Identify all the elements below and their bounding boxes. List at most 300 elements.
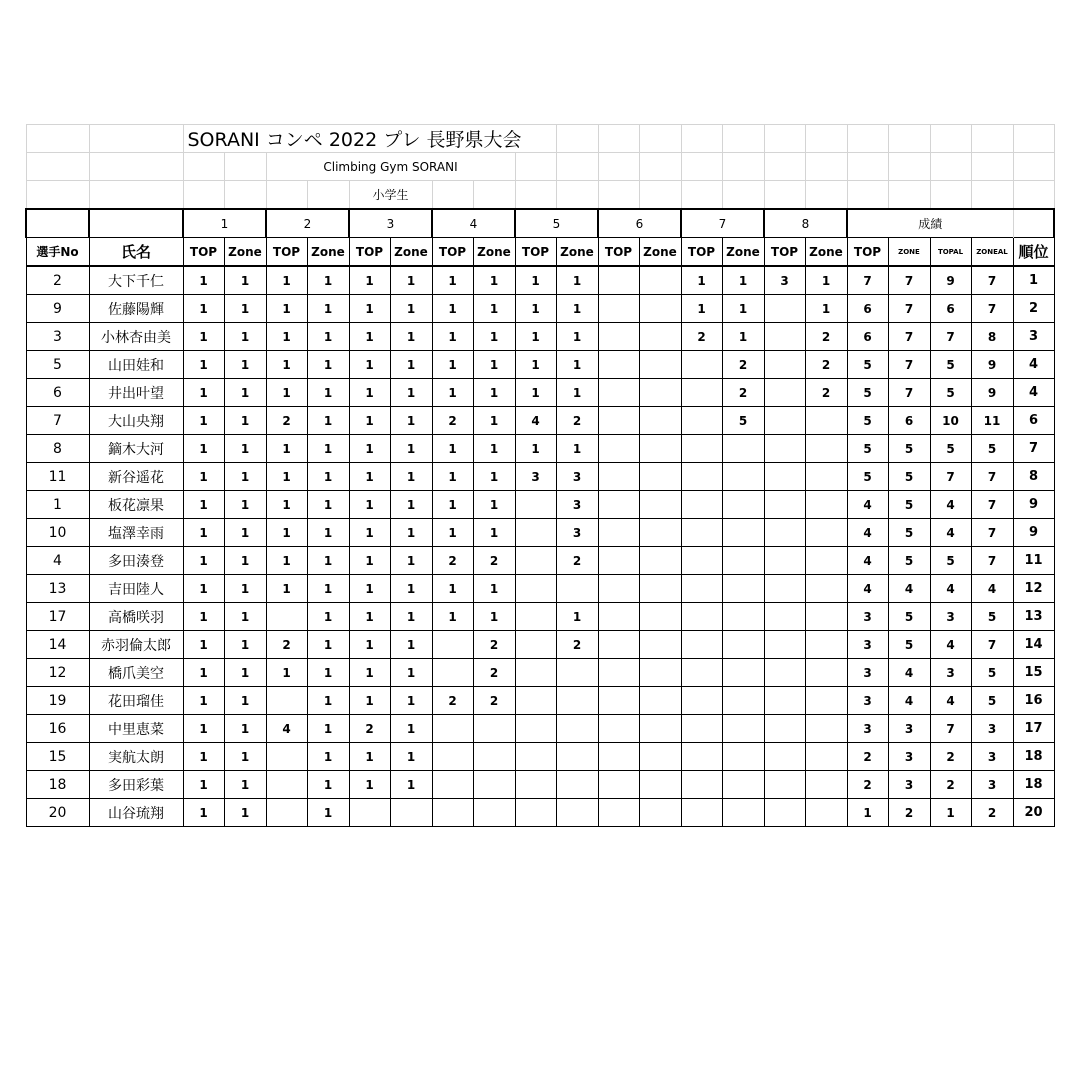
athlete-row (26, 519, 1054, 547)
empty-cell (266, 181, 307, 210)
top-attempts-cell: 1 (266, 351, 307, 379)
athlete-no: 16 (26, 715, 89, 743)
top-attempts-cell (515, 519, 556, 547)
top-attempts-cell (266, 799, 307, 827)
top-attempts-cell (432, 659, 473, 687)
zone-attempts-cell: 1 (307, 743, 349, 771)
zone-attempts-cell (639, 266, 681, 295)
top-attempt-total-cell: 4 (930, 575, 971, 603)
empty-cell (89, 209, 183, 238)
total-zone-cell: 7 (888, 266, 930, 295)
empty-cell (515, 153, 556, 181)
zone-attempts-cell (805, 463, 847, 491)
zone-attempts-cell: 1 (224, 295, 266, 323)
col-total-top: TOP (847, 238, 888, 267)
col-top: TOP (764, 238, 805, 267)
top-attempts-cell (598, 687, 639, 715)
top-attempts-cell (764, 491, 805, 519)
empty-cell (681, 153, 722, 181)
zone-attempts-cell (473, 771, 515, 799)
top-attempts-cell (598, 659, 639, 687)
top-attempt-total-cell: 6 (930, 295, 971, 323)
top-attempts-cell: 1 (349, 743, 390, 771)
empty-cell (930, 125, 971, 153)
top-attempts-cell (681, 491, 722, 519)
total-top-cell: 6 (847, 323, 888, 351)
athlete-name: 橋爪美空 (89, 659, 183, 687)
zone-attempt-total-cell: 5 (971, 435, 1013, 463)
top-attempt-total-cell: 5 (930, 351, 971, 379)
empty-cell (224, 181, 266, 210)
zone-attempts-cell: 1 (556, 266, 598, 295)
empty-cell (764, 125, 805, 153)
col-zone: Zone (473, 238, 515, 267)
top-attempt-total-cell: 7 (930, 463, 971, 491)
top-attempts-cell (681, 631, 722, 659)
zone-attempt-total-cell: 7 (971, 519, 1013, 547)
rank-cell: 4 (1013, 351, 1054, 379)
top-attempts-cell (266, 603, 307, 631)
empty-cell (224, 153, 266, 181)
top-attempts-cell: 1 (349, 547, 390, 575)
zone-attempts-cell (805, 743, 847, 771)
rank-cell: 16 (1013, 687, 1054, 715)
rank-cell: 14 (1013, 631, 1054, 659)
top-attempts-cell (764, 743, 805, 771)
top-attempts-cell: 4 (266, 715, 307, 743)
empty-cell (930, 153, 971, 181)
zone-attempts-cell: 1 (307, 575, 349, 603)
empty-cell (556, 125, 598, 153)
zone-attempts-cell: 1 (556, 435, 598, 463)
top-attempts-cell (764, 659, 805, 687)
athlete-no: 19 (26, 687, 89, 715)
top-attempts-cell: 1 (349, 435, 390, 463)
athlete-row (26, 771, 1054, 799)
top-attempts-cell: 1 (183, 295, 224, 323)
empty-cell (639, 125, 681, 153)
top-attempts-cell (266, 687, 307, 715)
top-attempt-total-cell: 4 (930, 631, 971, 659)
zone-attempts-cell: 1 (307, 295, 349, 323)
top-attempts-cell (764, 715, 805, 743)
top-attempts-cell (432, 715, 473, 743)
top-attempts-cell: 1 (183, 715, 224, 743)
total-zone-cell: 3 (888, 743, 930, 771)
top-attempts-cell (764, 771, 805, 799)
top-attempt-total-cell: 9 (930, 266, 971, 295)
empty-cell (722, 181, 764, 210)
athlete-name: 中里恵菜 (89, 715, 183, 743)
zone-attempts-cell (556, 715, 598, 743)
top-attempts-cell: 1 (183, 547, 224, 575)
zone-attempts-cell: 1 (556, 603, 598, 631)
zone-attempts-cell: 1 (390, 603, 432, 631)
athlete-row (26, 631, 1054, 659)
athlete-no: 13 (26, 575, 89, 603)
athlete-no: 15 (26, 743, 89, 771)
zone-attempts-cell: 1 (473, 379, 515, 407)
zone-attempts-cell: 1 (307, 351, 349, 379)
top-attempts-cell: 1 (183, 351, 224, 379)
top-attempts-cell: 1 (432, 491, 473, 519)
zone-attempts-cell: 1 (224, 519, 266, 547)
top-attempts-cell (681, 463, 722, 491)
athlete-row (26, 575, 1054, 603)
empty-cell (847, 125, 888, 153)
zone-attempts-cell (639, 715, 681, 743)
zone-attempts-cell: 1 (390, 715, 432, 743)
zone-attempts-cell: 1 (390, 771, 432, 799)
rank-cell: 12 (1013, 575, 1054, 603)
zone-attempt-total-cell: 11 (971, 407, 1013, 435)
athlete-name: 大下千仁 (89, 266, 183, 295)
top-attempts-cell (764, 631, 805, 659)
top-attempts-cell (515, 575, 556, 603)
total-top-cell: 5 (847, 435, 888, 463)
zone-attempts-cell: 1 (722, 266, 764, 295)
athlete-no: 10 (26, 519, 89, 547)
zone-attempts-cell: 1 (307, 266, 349, 295)
top-attempts-cell: 1 (432, 519, 473, 547)
top-attempts-cell (681, 547, 722, 575)
empty-cell (722, 153, 764, 181)
zone-attempt-total-cell: 3 (971, 715, 1013, 743)
empty-cell (26, 209, 89, 238)
zone-attempts-cell (805, 771, 847, 799)
top-attempts-cell (764, 295, 805, 323)
zone-attempts-cell: 5 (722, 407, 764, 435)
zone-attempts-cell (805, 575, 847, 603)
title-row (26, 125, 1054, 153)
top-attempts-cell: 2 (432, 687, 473, 715)
zone-attempts-cell: 1 (722, 323, 764, 351)
top-attempts-cell (681, 687, 722, 715)
top-attempts-cell (681, 379, 722, 407)
total-top-cell: 5 (847, 463, 888, 491)
zone-attempts-cell: 1 (556, 379, 598, 407)
zone-attempts-cell: 1 (224, 659, 266, 687)
zone-attempts-cell (722, 463, 764, 491)
empty-cell (556, 181, 598, 210)
problem-number: 7 (681, 209, 764, 238)
zone-attempts-cell (639, 379, 681, 407)
top-attempt-total-cell: 1 (930, 799, 971, 827)
athlete-no: 11 (26, 463, 89, 491)
zone-attempts-cell (722, 687, 764, 715)
athlete-name: 井出叶望 (89, 379, 183, 407)
col-zone: Zone (639, 238, 681, 267)
rank-cell: 4 (1013, 379, 1054, 407)
zone-attempts-cell (639, 435, 681, 463)
top-attempt-total-cell: 7 (930, 715, 971, 743)
col-top: TOP (681, 238, 722, 267)
col-athlete-no: 選手No (26, 238, 89, 267)
col-zone: Zone (307, 238, 349, 267)
zone-attempts-cell: 3 (556, 491, 598, 519)
zone-attempts-cell: 1 (805, 266, 847, 295)
top-attempts-cell (764, 575, 805, 603)
top-attempts-cell: 1 (349, 687, 390, 715)
top-attempts-cell: 1 (266, 266, 307, 295)
top-attempts-cell: 1 (432, 351, 473, 379)
athlete-name: 板花凛果 (89, 491, 183, 519)
athlete-name: 多田湊登 (89, 547, 183, 575)
rank-cell: 11 (1013, 547, 1054, 575)
top-attempts-cell (598, 771, 639, 799)
top-attempts-cell: 1 (183, 771, 224, 799)
top-attempts-cell (764, 435, 805, 463)
total-zone-cell: 5 (888, 631, 930, 659)
zone-attempts-cell: 2 (473, 687, 515, 715)
top-attempts-cell (598, 463, 639, 491)
zone-attempts-cell: 2 (556, 547, 598, 575)
zone-attempts-cell (639, 603, 681, 631)
total-zone-cell: 7 (888, 351, 930, 379)
top-attempts-cell (764, 351, 805, 379)
athlete-row (26, 407, 1054, 435)
top-attempts-cell: 1 (183, 631, 224, 659)
athlete-row (26, 323, 1054, 351)
empty-cell (307, 181, 349, 210)
top-attempts-cell (515, 715, 556, 743)
total-zone-cell: 5 (888, 491, 930, 519)
top-attempts-cell: 1 (349, 323, 390, 351)
empty-cell (971, 153, 1013, 181)
athlete-name: 多田彩葉 (89, 771, 183, 799)
zone-attempts-cell (556, 743, 598, 771)
zone-attempts-cell (639, 323, 681, 351)
problem-number: 6 (598, 209, 681, 238)
total-top-cell: 5 (847, 407, 888, 435)
zone-attempts-cell (722, 575, 764, 603)
zone-attempts-cell (722, 631, 764, 659)
zone-attempts-cell: 1 (473, 407, 515, 435)
zone-attempts-cell: 1 (224, 379, 266, 407)
zone-attempts-cell: 1 (390, 743, 432, 771)
athlete-name: 実航太朗 (89, 743, 183, 771)
athlete-row (26, 491, 1054, 519)
top-attempts-cell (598, 266, 639, 295)
empty-cell (639, 153, 681, 181)
category-row (26, 181, 1054, 210)
top-attempts-cell (681, 715, 722, 743)
zone-attempt-total-cell: 7 (971, 491, 1013, 519)
zone-attempts-cell: 1 (390, 659, 432, 687)
zone-attempts-cell (556, 659, 598, 687)
zone-attempts-cell (722, 799, 764, 827)
zone-attempts-cell (722, 659, 764, 687)
top-attempts-cell (266, 743, 307, 771)
rank-cell: 1 (1013, 266, 1054, 295)
athlete-name: 新谷遥花 (89, 463, 183, 491)
problem-number: 3 (349, 209, 432, 238)
empty-cell (89, 125, 183, 153)
top-attempts-cell: 1 (183, 379, 224, 407)
zone-attempts-cell: 1 (390, 295, 432, 323)
athlete-name: 高橋咲羽 (89, 603, 183, 631)
athlete-row (26, 547, 1054, 575)
rank-cell: 20 (1013, 799, 1054, 827)
athlete-row (26, 659, 1054, 687)
top-attempts-cell (266, 771, 307, 799)
rank-cell: 9 (1013, 519, 1054, 547)
total-zone-cell: 4 (888, 687, 930, 715)
athlete-row (26, 463, 1054, 491)
top-attempts-cell (598, 295, 639, 323)
problem-number: 5 (515, 209, 598, 238)
top-attempts-cell: 1 (183, 519, 224, 547)
top-attempts-cell: 1 (266, 295, 307, 323)
empty-cell (639, 181, 681, 210)
zone-attempts-cell: 1 (390, 407, 432, 435)
empty-cell (598, 153, 639, 181)
zone-attempts-cell (639, 771, 681, 799)
zone-attempts-cell: 1 (556, 323, 598, 351)
top-attempts-cell (598, 407, 639, 435)
total-top-cell: 3 (847, 659, 888, 687)
top-attempts-cell (681, 407, 722, 435)
top-attempts-cell: 1 (432, 379, 473, 407)
top-attempts-cell: 1 (183, 743, 224, 771)
zone-attempts-cell: 1 (224, 435, 266, 463)
top-attempts-cell: 4 (515, 407, 556, 435)
top-attempts-cell: 1 (266, 435, 307, 463)
zone-attempts-cell: 1 (224, 547, 266, 575)
empty-cell (971, 125, 1013, 153)
zone-attempt-total-cell: 3 (971, 743, 1013, 771)
empty-cell (89, 153, 183, 181)
total-zone-cell: 5 (888, 463, 930, 491)
empty-cell (473, 181, 515, 210)
zone-attempts-cell: 1 (224, 799, 266, 827)
empty-cell (930, 181, 971, 210)
empty-cell (183, 153, 224, 181)
top-attempt-total-cell: 4 (930, 491, 971, 519)
zone-attempts-cell: 1 (307, 771, 349, 799)
top-attempts-cell: 1 (349, 351, 390, 379)
empty-cell (515, 181, 556, 210)
zone-attempts-cell (639, 799, 681, 827)
athlete-no: 2 (26, 266, 89, 295)
top-attempt-total-cell: 4 (930, 687, 971, 715)
zone-attempts-cell (639, 407, 681, 435)
zone-attempts-cell: 1 (390, 491, 432, 519)
total-top-cell: 3 (847, 687, 888, 715)
empty-cell (1013, 153, 1054, 181)
empty-cell (888, 153, 930, 181)
zone-attempts-cell: 2 (805, 351, 847, 379)
zone-attempts-cell: 1 (390, 351, 432, 379)
athlete-row (26, 351, 1054, 379)
total-zone-cell: 5 (888, 547, 930, 575)
zone-attempts-cell: 1 (473, 519, 515, 547)
athlete-no: 17 (26, 603, 89, 631)
results-label: 成績 (847, 209, 1013, 238)
zone-attempts-cell: 2 (473, 659, 515, 687)
top-attempts-cell (432, 771, 473, 799)
top-attempts-cell: 1 (515, 379, 556, 407)
col-top: TOP (183, 238, 224, 267)
athlete-name: 佐藤陽輝 (89, 295, 183, 323)
top-attempt-total-cell: 3 (930, 659, 971, 687)
total-top-cell: 4 (847, 491, 888, 519)
top-attempts-cell (598, 743, 639, 771)
top-attempts-cell: 1 (349, 771, 390, 799)
zone-attempts-cell: 1 (556, 295, 598, 323)
top-attempts-cell (681, 659, 722, 687)
column-header-row (26, 238, 1054, 267)
zone-attempt-total-cell: 3 (971, 771, 1013, 799)
zone-attempts-cell (639, 659, 681, 687)
top-attempts-cell (598, 491, 639, 519)
athlete-row (26, 266, 1054, 295)
top-attempts-cell: 1 (432, 603, 473, 631)
zone-attempts-cell (722, 603, 764, 631)
total-zone-cell: 5 (888, 435, 930, 463)
total-zone-cell: 5 (888, 603, 930, 631)
top-attempts-cell: 1 (266, 575, 307, 603)
zone-attempts-cell (390, 799, 432, 827)
zone-attempts-cell (722, 519, 764, 547)
zone-attempts-cell (805, 715, 847, 743)
zone-attempts-cell: 1 (473, 323, 515, 351)
rank-cell: 15 (1013, 659, 1054, 687)
athlete-no: 8 (26, 435, 89, 463)
zone-attempts-cell (639, 547, 681, 575)
zone-attempts-cell (473, 743, 515, 771)
total-top-cell: 5 (847, 379, 888, 407)
athlete-name: 赤羽倫太郎 (89, 631, 183, 659)
zone-attempts-cell: 1 (307, 463, 349, 491)
top-attempts-cell: 1 (183, 799, 224, 827)
zone-attempts-cell (722, 435, 764, 463)
top-attempts-cell (598, 351, 639, 379)
gym-name: Climbing Gym SORANI (266, 153, 515, 181)
rank-cell: 18 (1013, 771, 1054, 799)
zone-attempts-cell: 1 (390, 435, 432, 463)
top-attempts-cell: 2 (681, 323, 722, 351)
rank-cell: 13 (1013, 603, 1054, 631)
zone-attempts-cell: 1 (307, 603, 349, 631)
zone-attempt-total-cell: 4 (971, 575, 1013, 603)
top-attempts-cell: 1 (183, 266, 224, 295)
zone-attempts-cell: 1 (307, 547, 349, 575)
empty-cell (722, 125, 764, 153)
top-attempts-cell: 1 (515, 266, 556, 295)
sheet-title: SORANI コンペ 2022 プレ 長野県大会 (183, 125, 556, 153)
zone-attempts-cell (639, 519, 681, 547)
zone-attempt-total-cell: 2 (971, 799, 1013, 827)
zone-attempts-cell: 1 (224, 351, 266, 379)
top-attempts-cell (681, 771, 722, 799)
top-attempts-cell: 1 (349, 519, 390, 547)
top-attempts-cell (598, 603, 639, 631)
athlete-name: 吉田陸人 (89, 575, 183, 603)
zone-attempts-cell: 1 (473, 603, 515, 631)
top-attempts-cell: 1 (266, 519, 307, 547)
empty-cell (847, 153, 888, 181)
athlete-no: 6 (26, 379, 89, 407)
empty-cell (598, 181, 639, 210)
empty-cell (764, 153, 805, 181)
zone-attempts-cell: 1 (390, 266, 432, 295)
top-attempts-cell (598, 435, 639, 463)
zone-attempts-cell: 1 (473, 351, 515, 379)
top-attempts-cell (681, 575, 722, 603)
total-top-cell: 4 (847, 575, 888, 603)
zone-attempts-cell (722, 491, 764, 519)
